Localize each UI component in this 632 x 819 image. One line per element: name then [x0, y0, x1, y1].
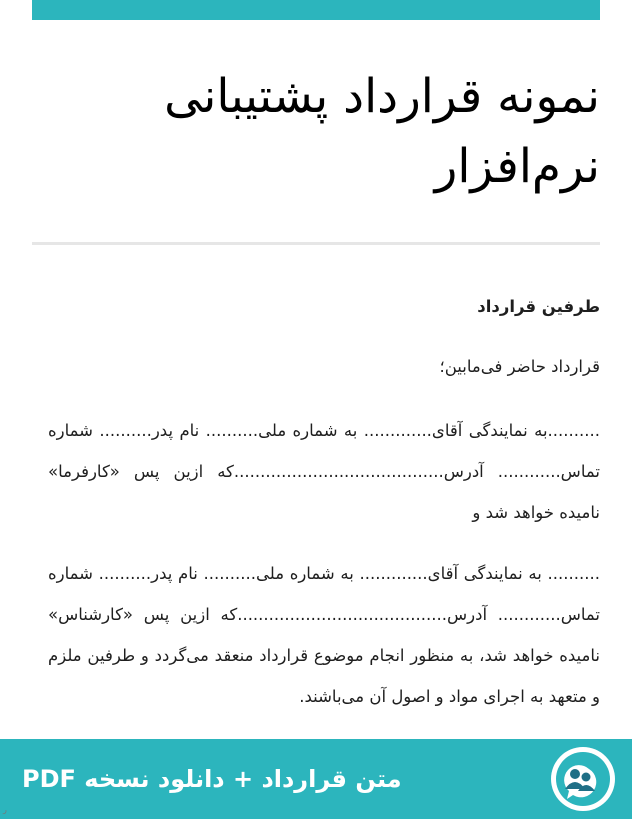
page-title: نمونه قرارداد پشتیبانی نرم‌افزار	[164, 69, 600, 194]
section-heading: طرفین قرارداد	[477, 297, 600, 316]
title-divider	[32, 242, 600, 245]
download-banner[interactable]	[0, 739, 632, 819]
party-2-paragraph: .......... به نمایندگی آقای............. به شماره ملی.......... نام پدر.......... شماره تماس............ آدرس........................................که ازین پس «کارشناس» نامیده خواهد شد، به منظور انجام موضوع قرارداد منعقد می‌گردد و طرفین ملزم و متعهد به اجرای مواد و اصول آن می‌باشند.	[48, 564, 600, 706]
intro-paragraph: قرارداد حاضر فی‌مابین؛	[439, 357, 600, 376]
users-chat-icon	[551, 747, 615, 811]
logo-graphic	[551, 747, 615, 811]
top-accent-bar	[32, 0, 600, 20]
party-1-paragraph: ..........به نمایندگی آقای............. به شماره ملی.......... نام پدر.......... شماره تماس............ آدرس........................................که ازین پس «کارفرما» نامیده خواهد شد و	[48, 421, 600, 522]
corner-mark: ر	[3, 805, 7, 814]
document-body	[48, 288, 600, 717]
download-banner-text[interactable]: متن قرارداد + دانلود نسخه PDF	[22, 765, 402, 793]
